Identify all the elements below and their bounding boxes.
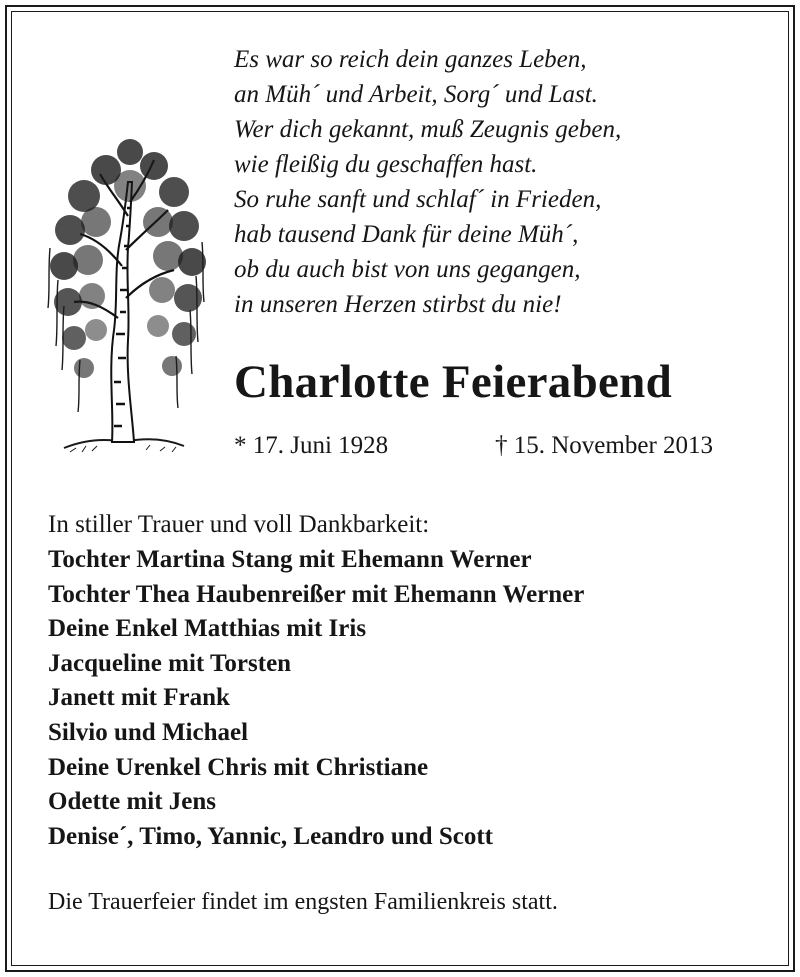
deceased-name: Charlotte Feierabend — [234, 356, 673, 408]
mourner-line: Tochter Thea Haubenreißer mit Ehemann Werner — [48, 580, 585, 608]
funeral-notice: Die Trauerfeier findet im engsten Familienkreis statt. — [48, 889, 558, 915]
mourner-line: Jacqueline mit Torsten — [48, 649, 292, 677]
poem-line: in unseren Herzen stirbst du nie! — [234, 291, 562, 318]
mourners-list — [48, 543, 584, 854]
birth-date: * 17. Juni 1928 — [234, 432, 389, 459]
mourner-line: Tochter Martina Stang mit Ehemann Werner — [48, 546, 532, 573]
mourner-line: Deine Enkel Matthias mit Iris — [48, 615, 367, 643]
death-date: † 15. November 2013 — [495, 432, 714, 459]
mourning-intro: In stiller Trauer und voll Dankbarkeit: — [48, 511, 430, 538]
poem-line: Es war so reich dein ganzes Leben, — [234, 46, 587, 73]
poem-line: an Müh´ und Arbeit, Sorg´ und Last. — [234, 81, 598, 108]
mourner-line: Deine Urenkel Chris mit Christiane — [48, 753, 429, 781]
poem-line: hab tausend Dank für deine Müh´, — [234, 221, 579, 248]
poem-line: Wer dich gekannt, muß Zeugnis geben, — [234, 116, 622, 143]
poem-line: So ruhe sanft und schlaf´ in Frieden, — [234, 186, 602, 213]
birch-tree-icon — [34, 130, 212, 456]
mourner-line: Silvio und Michael — [48, 718, 249, 746]
mourner-line: Odette mit Jens — [48, 788, 217, 816]
mourner-line: Denise´, Timo, Yannic, Leandro und Scott — [48, 822, 493, 850]
poem — [234, 42, 621, 322]
poem-line: ob du auch bist von uns gegangen, — [234, 256, 581, 283]
poem-line: wie fleißig du geschaffen hast. — [234, 151, 538, 178]
mourner-line: Janett mit Frank — [48, 684, 230, 712]
